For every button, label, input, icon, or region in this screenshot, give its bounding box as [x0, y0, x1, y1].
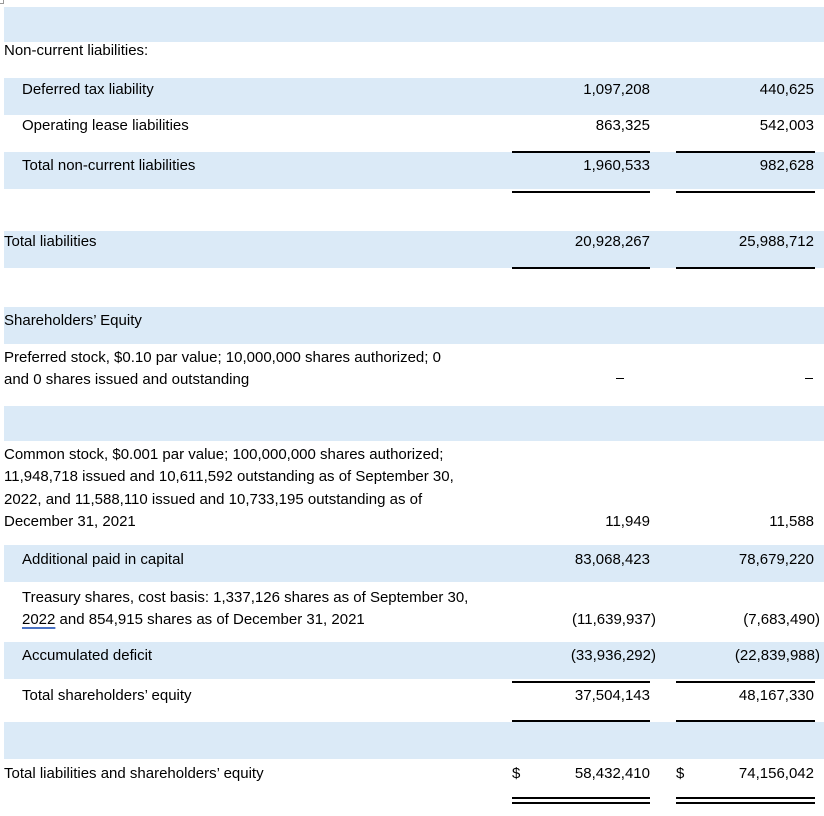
row-band: [4, 406, 824, 441]
double-underline: [676, 797, 815, 804]
value-2021-grand-total: 74,156,042: [738, 765, 814, 782]
row-band: [4, 231, 824, 268]
nil-dash-2022: [616, 378, 624, 379]
total-rule: [676, 267, 815, 269]
value-2021-total-liabilities: 25,988,712: [738, 233, 814, 250]
row-label-operating-lease: Operating lease liabilities: [22, 117, 189, 134]
nil-dash-2021: [805, 378, 813, 379]
row-label-total-liabilities: Total liabilities: [4, 233, 97, 250]
subtotal-rule: [676, 191, 815, 193]
value-2022-total-liabilities: 20,928,267: [574, 233, 650, 250]
value-2022-common-stock: 11,949: [605, 513, 650, 530]
subtotal-rule: [512, 720, 650, 722]
value-2022-deferred-tax: 1,097,208: [583, 81, 650, 98]
treasury-line-2: [22, 609, 365, 631]
value-2021-apic: 78,679,220: [738, 551, 814, 568]
value-2021-operating-lease: 542,003: [759, 117, 814, 134]
row-band: [4, 7, 824, 42]
subtotal-rule: [512, 151, 650, 153]
preferred-stock-line-2: and 0 shares issued and outstanding: [4, 371, 250, 388]
value-2021-total-equity: 48,167,330: [738, 687, 814, 704]
section-header-equity: Shareholders’ Equity: [4, 312, 142, 329]
value-2022-total-noncurrent: 1,960,533: [583, 157, 650, 174]
value-2021-treasury: (7,683,490): [743, 611, 820, 628]
value-2022-deficit: (33,936,292): [570, 647, 656, 664]
value-2022-operating-lease: 863,325: [595, 117, 650, 134]
row-label-apic: Additional paid in capital: [22, 551, 184, 568]
section-header-noncurrent: Non-current liabilities:: [4, 42, 149, 59]
subtotal-rule: [676, 681, 815, 683]
value-2022-grand-total: 58,432,410: [574, 765, 650, 782]
subtotal-rule: [512, 191, 650, 193]
row-label-total-noncurrent: Total non-current liabilities: [22, 157, 196, 174]
treasury-line-1: Treasury shares, cost basis: 1,337,126 shares as of September 30,: [22, 589, 469, 606]
currency-symbol-2021: $: [676, 765, 685, 782]
value-2021-deferred-tax: 440,625: [759, 81, 814, 98]
value-2021-total-noncurrent: 982,628: [759, 157, 814, 174]
row-band: [4, 722, 824, 759]
common-stock-line-4: December 31, 2021: [4, 513, 136, 530]
preferred-stock-line-1: Preferred stock, $0.10 par value; 10,000,000 shares authorized; 0: [4, 349, 441, 366]
total-rule: [512, 267, 650, 269]
double-underline: [512, 797, 650, 804]
row-label-grand-total: Total liabilities and shareholders’ equity: [4, 765, 264, 782]
subtotal-rule: [676, 720, 815, 722]
value-2022-treasury: (11,639,937): [572, 611, 656, 628]
value-2022-apic: 83,068,423: [574, 551, 650, 568]
currency-symbol-2022: $: [512, 765, 521, 782]
value-2021-common-stock: 11,588: [769, 513, 814, 530]
value-2021-deficit: (22,839,988): [734, 647, 820, 664]
common-stock-line-1: Common stock, $0.001 par value; 100,000,000 shares authorized;: [4, 446, 444, 463]
subtotal-rule: [512, 681, 650, 683]
common-stock-line-3: 2022, and 11,588,110 issued and 10,733,195 outstanding as of: [4, 491, 423, 508]
value-2022-total-equity: 37,504,143: [574, 687, 650, 704]
row-label-deficit: Accumulated deficit: [22, 647, 153, 664]
cell-corner-marker: [0, 0, 4, 4]
common-stock-line-2: 11,948,718 issued and 10,611,592 outstanding as of September 30,: [4, 468, 454, 485]
row-label-total-equity: Total shareholders’ equity: [22, 687, 192, 704]
treasury-line-2-rest: and 854,915 shares as of December 31, 2021: [55, 611, 365, 628]
subtotal-rule: [676, 151, 815, 153]
treasury-year-underlined: 2022: [22, 611, 56, 628]
row-label-deferred-tax: Deferred tax liability: [22, 81, 154, 98]
